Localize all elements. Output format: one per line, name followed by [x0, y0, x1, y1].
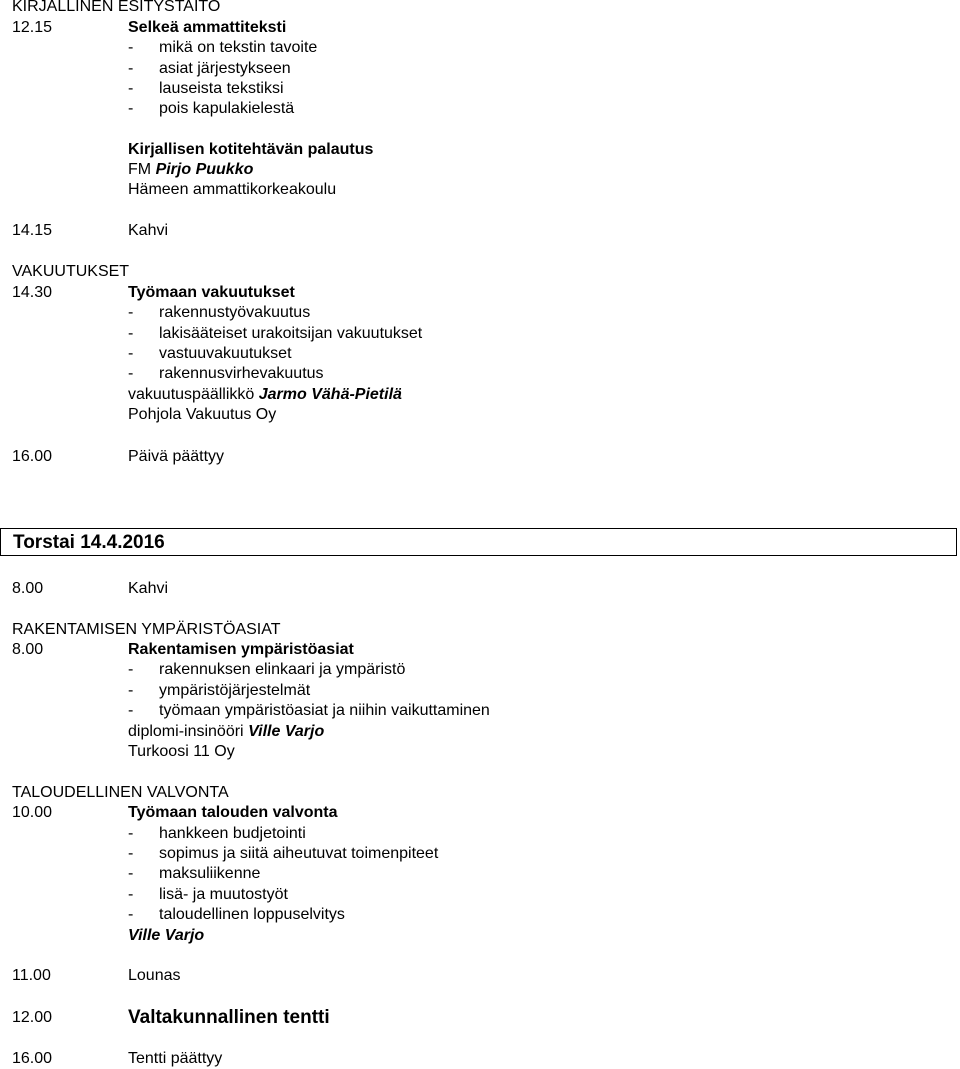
section-heading-insurance: VAKUUTUKSET [12, 263, 130, 280]
speaker-name: Pirjo Puukko [155, 161, 254, 178]
section-heading-finance: TALOUDELLINEN VALVONTA [12, 784, 229, 801]
speaker-name: Jarmo Vähä-Pietilä [258, 386, 402, 403]
day-heading: Torstai 14.4.2016 [13, 532, 165, 553]
agenda-title: Selkeä ammattiteksti [128, 19, 287, 36]
section-heading-environment: RAKENTAMISEN YMPÄRISTÖASIAT [12, 621, 281, 638]
speaker-name: Ville Varjo [128, 927, 205, 944]
speaker-name: Ville Varjo [248, 723, 325, 740]
agenda-time: 12.15 [12, 19, 53, 36]
day-heading-box [0, 528, 957, 556]
section-heading-written: KIRJALLINEN ESITYSTAITO [12, 0, 221, 15]
